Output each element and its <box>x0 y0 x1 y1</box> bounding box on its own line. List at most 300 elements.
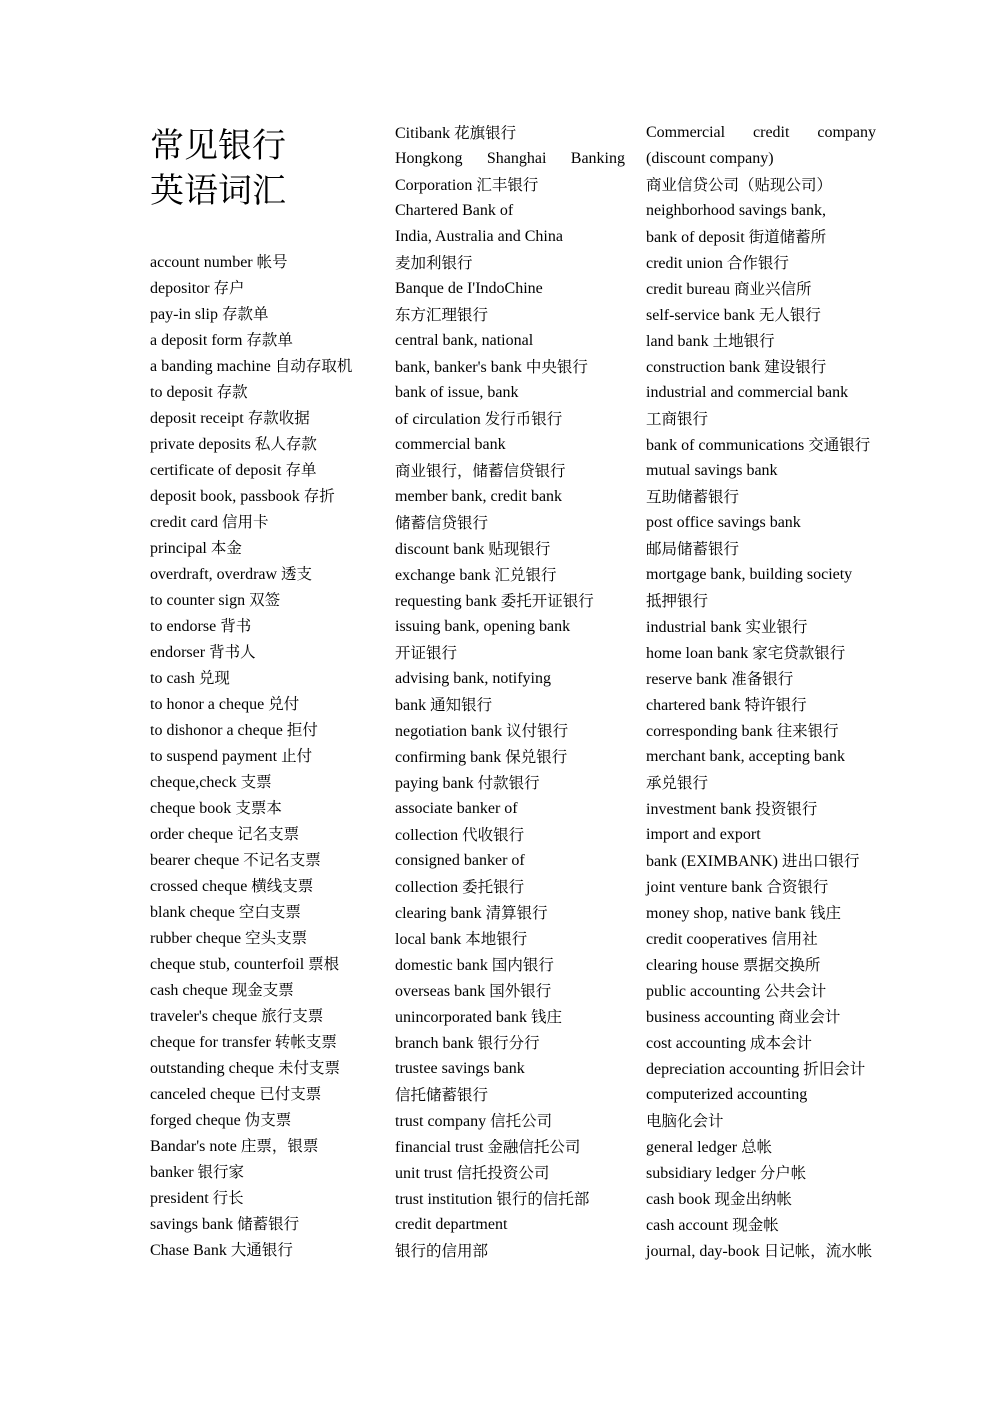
english-term: cash cheque <box>150 982 228 999</box>
chinese-translation: 储蓄信贷银行 <box>395 514 489 532</box>
english-term: bank <box>395 697 427 714</box>
glossary-line <box>395 1030 630 1056</box>
english-term: Chartered Bank of <box>395 202 514 219</box>
chinese-translation: 背书 <box>220 617 252 635</box>
chinese-translation: 信用社 <box>771 930 818 948</box>
chinese-translation: 商业会计 <box>778 1008 841 1026</box>
glossary-line <box>646 770 906 796</box>
glossary-line <box>150 587 390 613</box>
chinese-translation: 空白支票 <box>238 903 301 921</box>
column-3 <box>646 120 906 1264</box>
english-term: negotiation bank <box>395 723 503 740</box>
glossary-line <box>646 328 906 354</box>
title-line-1: 常见银行 <box>150 126 286 166</box>
glossary-line <box>646 666 906 692</box>
english-term: savings bank <box>150 1216 234 1233</box>
chinese-translation: 邮局储蓄银行 <box>646 540 740 558</box>
english-term: bank, banker's bank <box>395 359 522 376</box>
glossary-line <box>646 562 906 588</box>
english-term: a deposit form <box>150 332 243 349</box>
english-term: order cheque <box>150 826 234 843</box>
chinese-translation: 付款银行 <box>477 774 540 792</box>
english-term: pay-in slip <box>150 306 218 323</box>
glossary-line <box>395 380 630 406</box>
chinese-translation: 私人存款 <box>254 435 317 453</box>
glossary-line <box>150 743 390 769</box>
chinese-translation: 不记名支票 <box>243 851 321 869</box>
chinese-translation: 往来银行 <box>776 722 839 740</box>
glossary-line <box>395 770 630 796</box>
chinese-translation: 支票 <box>240 773 272 791</box>
glossary-line <box>395 224 630 250</box>
chinese-translation: 钱庄 <box>809 904 841 922</box>
chinese-translation: 信托公司 <box>490 1112 553 1130</box>
english-term: clearing house <box>646 957 739 974</box>
glossary-line <box>150 951 390 977</box>
english-term: computerized accounting <box>646 1086 808 1103</box>
chinese-translation: 国外银行 <box>489 982 552 1000</box>
chinese-translation: 贴现银行 <box>488 540 551 558</box>
chinese-translation: 银行分行 <box>477 1034 540 1052</box>
chinese-translation: 商业银行，储蓄信贷银行 <box>395 462 566 480</box>
glossary-line <box>646 848 906 874</box>
chinese-translation: 银行家 <box>197 1163 245 1181</box>
column-2 <box>395 120 630 1264</box>
chinese-translation: 商业信贷公司（贴现公司） <box>646 176 833 194</box>
chinese-translation: 空头支票 <box>245 929 308 947</box>
chinese-translation: 国内银行 <box>491 956 554 974</box>
glossary-line <box>395 822 630 848</box>
chinese-translation: 土地银行 <box>712 332 775 350</box>
english-term: chartered bank <box>646 697 741 714</box>
glossary-line <box>150 1055 390 1081</box>
english-term: confirming bank <box>395 749 502 766</box>
chinese-translation: 双签 <box>249 591 281 609</box>
english-term: principal <box>150 540 207 557</box>
chinese-translation: 存单 <box>285 461 317 479</box>
chinese-translation: 交通银行 <box>808 436 871 454</box>
english-term: neighborhood savings bank, <box>646 202 826 219</box>
glossary-line <box>646 536 906 562</box>
glossary-line <box>395 328 630 354</box>
chinese-translation: 存折 <box>303 487 335 505</box>
glossary-line <box>646 1056 906 1082</box>
chinese-translation: 公共会计 <box>764 982 827 1000</box>
glossary-line <box>150 327 390 353</box>
chinese-translation: 汇兑银行 <box>494 566 557 584</box>
english-term: overseas bank <box>395 983 486 1000</box>
chinese-translation: 行长 <box>212 1189 244 1207</box>
english-term: trust company <box>395 1113 487 1130</box>
english-term: rubber cheque <box>150 930 242 947</box>
english-term: cash book <box>646 1191 711 1208</box>
chinese-translation: 伪支票 <box>244 1111 292 1129</box>
chinese-translation: 商业兴信所 <box>733 280 812 298</box>
glossary-line <box>395 718 630 744</box>
chinese-translation: 麦加利银行 <box>395 254 473 272</box>
english-term: Banque de I'IndoChine <box>395 280 543 297</box>
glossary-line <box>395 354 630 380</box>
glossary-line <box>646 146 906 172</box>
english-term: bearer cheque <box>150 852 240 869</box>
english-term: certificate of deposit <box>150 462 282 479</box>
chinese-translation: 汇丰银行 <box>476 176 539 194</box>
glossary-line <box>395 172 630 198</box>
english-term: joint venture bank <box>646 879 763 896</box>
chinese-translation: 转帐支票 <box>274 1033 337 1051</box>
glossary-line <box>646 224 906 250</box>
chinese-translation: 已付支票 <box>259 1085 322 1103</box>
glossary-line <box>150 795 390 821</box>
glossary-line <box>150 379 390 405</box>
glossary-line <box>150 249 390 275</box>
title-line-2: 英语词汇 <box>150 171 286 211</box>
glossary-line <box>150 1237 390 1263</box>
english-term: collection <box>395 879 459 896</box>
english-term: forged cheque <box>150 1112 241 1129</box>
english-term: local bank <box>395 931 462 948</box>
english-term: Commercial credit company <box>646 124 876 141</box>
glossary-line <box>395 952 630 978</box>
english-term: to counter sign <box>150 592 246 609</box>
english-term: credit cooperatives <box>646 931 768 948</box>
chinese-translation: 现金支票 <box>231 981 294 999</box>
glossary-line <box>646 1212 906 1238</box>
english-term: cheque stub, counterfoil <box>150 956 305 973</box>
glossary-line <box>646 900 906 926</box>
glossary-line <box>395 640 630 666</box>
chinese-translation: 实业银行 <box>745 618 808 636</box>
glossary-line <box>646 458 906 484</box>
chinese-translation: 票据交换所 <box>742 956 821 974</box>
chinese-translation: 清算银行 <box>485 904 548 922</box>
english-term: money shop, native bank <box>646 905 806 922</box>
term-list-2 <box>395 120 630 1264</box>
glossary-line <box>150 561 390 587</box>
english-term: consigned banker of <box>395 852 525 869</box>
chinese-translation: 信托投资公司 <box>456 1164 550 1182</box>
english-term: central bank, national <box>395 332 534 349</box>
chinese-translation: 金融信托公司 <box>487 1138 581 1156</box>
glossary-line <box>646 822 906 848</box>
glossary-line <box>395 1160 630 1186</box>
english-term: trustee savings bank <box>395 1060 525 1077</box>
glossary-line <box>646 276 906 302</box>
english-term: branch bank <box>395 1035 474 1052</box>
chinese-translation: 本地银行 <box>465 930 528 948</box>
english-term: to suspend payment <box>150 748 278 765</box>
glossary-line <box>150 613 390 639</box>
glossary-line <box>646 1030 906 1056</box>
glossary-line <box>150 639 390 665</box>
chinese-translation: 投资银行 <box>755 800 818 818</box>
glossary-line <box>150 275 390 301</box>
glossary-line <box>395 198 630 224</box>
chinese-translation: 储蓄银行 <box>237 1215 300 1233</box>
chinese-translation: 委托银行 <box>462 878 525 896</box>
english-term: canceled cheque <box>150 1086 256 1103</box>
glossary-line <box>646 1004 906 1030</box>
glossary-line <box>646 406 906 432</box>
glossary-line <box>395 796 630 822</box>
english-term: traveler's cheque <box>150 1008 258 1025</box>
english-term: bank of issue, bank <box>395 384 519 401</box>
chinese-translation: 东方汇理银行 <box>395 306 489 324</box>
chinese-translation: 承兑银行 <box>646 774 709 792</box>
term-list-3 <box>646 120 906 1264</box>
english-term: Bandar's note <box>150 1138 237 1155</box>
english-term: journal, day-book <box>646 1243 760 1260</box>
glossary-line <box>395 510 630 536</box>
english-term: Corporation <box>395 177 473 194</box>
glossary-line <box>395 1082 630 1108</box>
glossary-line <box>150 509 390 535</box>
glossary-line <box>150 535 390 561</box>
chinese-translation: 建设银行 <box>764 358 827 376</box>
chinese-translation: 成本会计 <box>749 1034 812 1052</box>
english-term: outstanding cheque <box>150 1060 274 1077</box>
glossary-line <box>395 406 630 432</box>
chinese-translation: 钱庄 <box>530 1008 562 1026</box>
chinese-translation: 未付支票 <box>277 1059 340 1077</box>
english-term: clearing bank <box>395 905 482 922</box>
glossary-line <box>395 1186 630 1212</box>
glossary-line <box>395 1212 630 1238</box>
chinese-translation: 折旧会计 <box>803 1060 866 1078</box>
english-term: construction bank <box>646 359 761 376</box>
english-term: bank (EXIMBANK) <box>646 853 778 870</box>
glossary-line <box>395 536 630 562</box>
glossary-line <box>646 380 906 406</box>
english-term: general ledger <box>646 1139 738 1156</box>
glossary-line <box>395 250 630 276</box>
chinese-translation: 花旗银行 <box>454 124 517 142</box>
glossary-line <box>395 614 630 640</box>
glossary-line <box>646 1134 906 1160</box>
english-term: unincorporated bank <box>395 1009 527 1026</box>
english-term: to endorse <box>150 618 217 635</box>
english-term: cheque book <box>150 800 232 817</box>
glossary-line <box>646 978 906 1004</box>
english-term: commercial bank <box>395 436 506 453</box>
glossary-line <box>395 1134 630 1160</box>
english-term: president <box>150 1190 209 1207</box>
glossary-line <box>150 925 390 951</box>
glossary-line <box>395 432 630 458</box>
glossary-line <box>150 301 390 327</box>
english-term: reserve bank <box>646 671 728 688</box>
chinese-translation: 发行币银行 <box>484 410 563 428</box>
english-term: member bank, credit bank <box>395 488 563 505</box>
english-term: paying bank <box>395 775 474 792</box>
glossary-line <box>150 1133 390 1159</box>
english-term: deposit receipt <box>150 410 244 427</box>
glossary-line <box>395 666 630 692</box>
english-term: post office savings bank <box>646 514 801 531</box>
english-term: industrial bank <box>646 619 742 636</box>
chinese-translation: 旅行支票 <box>261 1007 324 1025</box>
english-term: banker <box>150 1164 194 1181</box>
english-term: subsidiary ledger <box>646 1165 756 1182</box>
chinese-translation: 存户 <box>213 279 245 297</box>
english-term: credit department <box>395 1216 508 1233</box>
glossary-line <box>150 873 390 899</box>
glossary-line <box>395 692 630 718</box>
glossary-line <box>150 769 390 795</box>
chinese-translation: 兑付 <box>268 695 300 713</box>
english-term: cost accounting <box>646 1035 746 1052</box>
glossary-line <box>646 640 906 666</box>
glossary-line <box>150 431 390 457</box>
glossary-line <box>395 1108 630 1134</box>
glossary-line <box>395 978 630 1004</box>
english-term: trust institution <box>395 1191 493 1208</box>
english-term: depreciation accounting <box>646 1061 800 1078</box>
glossary-line <box>150 405 390 431</box>
english-term: endorser <box>150 644 206 661</box>
chinese-translation: 保兑银行 <box>505 748 568 766</box>
glossary-line <box>395 900 630 926</box>
english-term: cash account <box>646 1217 729 1234</box>
english-term: Hongkong Shanghai Banking <box>395 150 625 167</box>
chinese-translation: 中央银行 <box>525 358 588 376</box>
chinese-translation: 帐号 <box>256 253 288 271</box>
chinese-translation: 支票本 <box>235 799 282 817</box>
chinese-translation: 总帐 <box>741 1138 773 1156</box>
glossary-line <box>150 1211 390 1237</box>
glossary-line <box>646 354 906 380</box>
glossary-line <box>646 432 906 458</box>
english-term: to deposit <box>150 384 213 401</box>
chinese-translation: 互助储蓄银行 <box>646 488 740 506</box>
chinese-translation: 街道储蓄所 <box>748 228 827 246</box>
glossary-line <box>646 718 906 744</box>
glossary-line <box>395 1238 630 1264</box>
glossary-line <box>395 276 630 302</box>
glossary-line <box>395 302 630 328</box>
chinese-translation: 记名支票 <box>237 825 300 843</box>
chinese-translation: 准备银行 <box>731 670 794 688</box>
english-term: bank of deposit <box>646 229 745 246</box>
english-term: advising bank, notifying <box>395 670 551 687</box>
glossary-line <box>395 1056 630 1082</box>
english-term: overdraft, overdraw <box>150 566 278 583</box>
chinese-translation: 合作银行 <box>726 254 789 272</box>
chinese-translation: 止付 <box>281 747 313 765</box>
glossary-line <box>646 250 906 276</box>
english-term: business accounting <box>646 1009 775 1026</box>
chinese-translation: 拒付 <box>286 721 318 739</box>
chinese-translation: 存款收据 <box>247 409 310 427</box>
glossary-line <box>150 1107 390 1133</box>
chinese-translation: 通知银行 <box>430 696 493 714</box>
glossary-line <box>646 1186 906 1212</box>
chinese-translation: 分户帐 <box>759 1164 807 1182</box>
english-term: crossed cheque <box>150 878 248 895</box>
english-term: investment bank <box>646 801 752 818</box>
chinese-translation: 银行的信托部 <box>496 1190 590 1208</box>
chinese-translation: 日记帐，流水帐 <box>763 1242 873 1260</box>
glossary-line <box>646 1108 906 1134</box>
glossary-line <box>646 1082 906 1108</box>
english-term: home loan bank <box>646 645 749 662</box>
english-term: domestic bank <box>395 957 488 974</box>
glossary-line <box>395 874 630 900</box>
column-1 <box>150 120 390 1263</box>
chinese-translation: 进出口银行 <box>781 852 860 870</box>
glossary-line <box>646 1160 906 1186</box>
english-term: import and export <box>646 826 761 843</box>
glossary-line <box>395 146 625 172</box>
chinese-translation: 票根 <box>308 955 340 973</box>
glossary-line <box>150 1159 390 1185</box>
glossary-line <box>150 1003 390 1029</box>
english-term: public accounting <box>646 983 761 1000</box>
english-term: unit trust <box>395 1165 453 1182</box>
glossary-line <box>395 1004 630 1030</box>
chinese-translation: 家宅贷款银行 <box>752 644 846 662</box>
chinese-translation: 开证银行 <box>395 644 458 662</box>
glossary-line <box>150 1081 390 1107</box>
glossary-line <box>395 848 630 874</box>
english-term: Citibank <box>395 125 451 142</box>
chinese-translation: 现金帐 <box>732 1216 779 1234</box>
glossary-line <box>646 484 906 510</box>
english-term: (discount company) <box>646 150 774 167</box>
english-term: deposit book, passbook <box>150 488 300 505</box>
english-term: financial trust <box>395 1139 484 1156</box>
english-term: of circulation <box>395 411 481 428</box>
chinese-translation: 存款 <box>216 383 248 401</box>
english-term: a banding machine <box>150 358 271 375</box>
english-term: mortgage bank, building society <box>646 566 853 583</box>
english-term: to dishonor a cheque <box>150 722 283 739</box>
english-term: credit bureau <box>646 281 730 298</box>
glossary-line <box>646 302 906 328</box>
english-term: issuing bank, opening bank <box>395 618 571 635</box>
chinese-translation: 大通银行 <box>230 1241 293 1259</box>
chinese-translation: 委托开证银行 <box>500 592 594 610</box>
chinese-translation: 电脑化会计 <box>646 1112 724 1130</box>
english-term: India, Australia and China <box>395 228 563 245</box>
glossary-line <box>395 120 630 146</box>
glossary-line <box>150 1185 390 1211</box>
chinese-translation: 庄票，银票 <box>240 1137 319 1155</box>
chinese-translation: 存款单 <box>246 331 293 349</box>
english-term: Chase Bank <box>150 1242 227 1259</box>
english-term: associate banker of <box>395 800 518 817</box>
chinese-translation: 抵押银行 <box>646 592 709 610</box>
english-term: credit union <box>646 255 723 272</box>
chinese-translation: 工商银行 <box>646 410 709 428</box>
term-list-1 <box>150 249 390 1263</box>
english-term: credit card <box>150 514 218 531</box>
glossary-line <box>395 744 630 770</box>
english-term: exchange bank <box>395 567 491 584</box>
glossary-line <box>646 198 906 224</box>
chinese-translation: 银行的信用部 <box>395 1242 489 1260</box>
chinese-translation: 信用卡 <box>221 513 269 531</box>
glossary-line <box>395 926 630 952</box>
english-term: discount bank <box>395 541 485 558</box>
glossary-line <box>150 717 390 743</box>
glossary-line <box>646 952 906 978</box>
glossary-line <box>150 457 390 483</box>
chinese-translation: 兑现 <box>198 669 230 687</box>
glossary-line <box>646 874 906 900</box>
english-term: industrial and commercial bank <box>646 384 849 401</box>
page-title <box>150 120 390 249</box>
